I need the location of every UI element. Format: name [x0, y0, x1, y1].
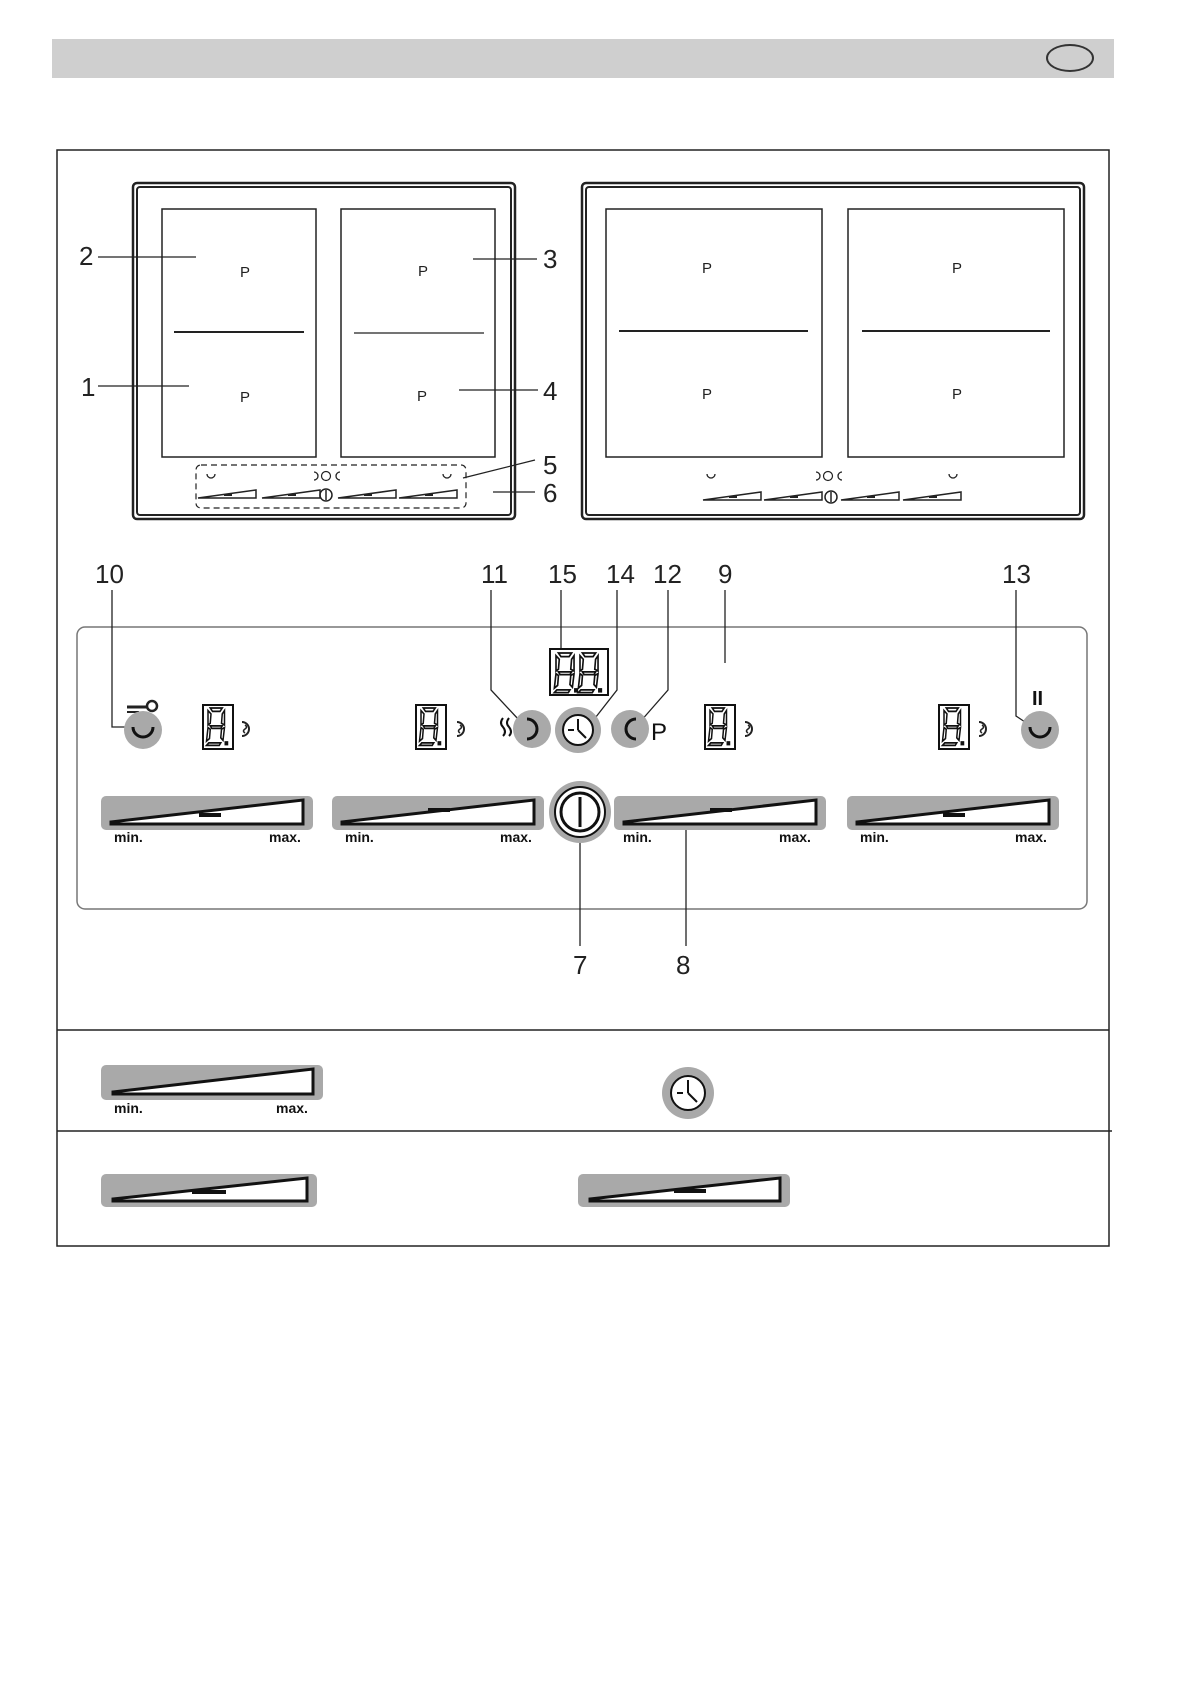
zone-mark-4: P [417, 388, 428, 405]
pause-icon: II [1032, 688, 1044, 710]
power-slider-4[interactable] [847, 796, 1059, 830]
callout-5: 5 [543, 450, 558, 480]
legend-slider-mid-1 [101, 1174, 317, 1207]
legend-slider-full [101, 1065, 323, 1100]
timer-clock-icon [563, 715, 593, 745]
callout-4: 4 [543, 376, 558, 406]
on-off-button[interactable] [549, 781, 611, 843]
zone-mark-3: P [418, 263, 429, 280]
callout-12: 12 [653, 559, 682, 589]
zone-mark-6: P [702, 386, 713, 403]
slider-3-max-label: max. [779, 829, 811, 845]
hob-left-top-view [133, 183, 515, 519]
callout-7: 7 [573, 950, 588, 980]
callout-15: 15 [548, 559, 577, 589]
callout-3: 3 [543, 244, 558, 274]
zone-mark-8: P [952, 386, 963, 403]
zone-mark-7: P [952, 260, 963, 277]
slider-4-max-label: max. [1015, 829, 1047, 845]
callout-6: 6 [543, 478, 558, 508]
legend-timer-icon [662, 1067, 714, 1119]
callout-13: 13 [1002, 559, 1031, 589]
zone-mark-5: P [702, 260, 713, 277]
power-slider-2[interactable] [332, 796, 544, 830]
slider-1-max-label: max. [269, 829, 301, 845]
slider-2-min-label: min. [345, 829, 374, 845]
power-boost-button[interactable] [611, 710, 649, 748]
legend-slider-mid-2 [578, 1174, 790, 1207]
slider-3-min-label: min. [623, 829, 652, 845]
legend-min-label: min. [114, 1100, 143, 1116]
callout-10: 10 [95, 559, 124, 589]
key-lock-button[interactable] [124, 711, 162, 749]
slider-4-min-label: min. [860, 829, 889, 845]
slider-1-min-label: min. [114, 829, 143, 845]
callout-11: 11 [481, 559, 508, 589]
callout-14: 14 [606, 559, 635, 589]
timer-display [550, 649, 608, 695]
power-slider-1[interactable] [101, 796, 313, 830]
callout-1: 1 [81, 372, 96, 402]
zone-mark-1: P [240, 389, 251, 406]
callout-2: 2 [79, 241, 94, 271]
callout-9: 9 [718, 559, 733, 589]
legend-max-label: max. [276, 1100, 308, 1116]
callout-8: 8 [676, 950, 691, 980]
power-boost-icon: P [651, 719, 668, 746]
hob-right-top-view [582, 183, 1084, 519]
pause-button[interactable] [1021, 711, 1059, 749]
slider-2-max-label: max. [500, 829, 532, 845]
timer-button[interactable] [555, 707, 601, 753]
zone-mark-2: P [240, 264, 251, 281]
keep-warm-button[interactable] [513, 710, 551, 748]
power-slider-3[interactable] [614, 796, 826, 830]
